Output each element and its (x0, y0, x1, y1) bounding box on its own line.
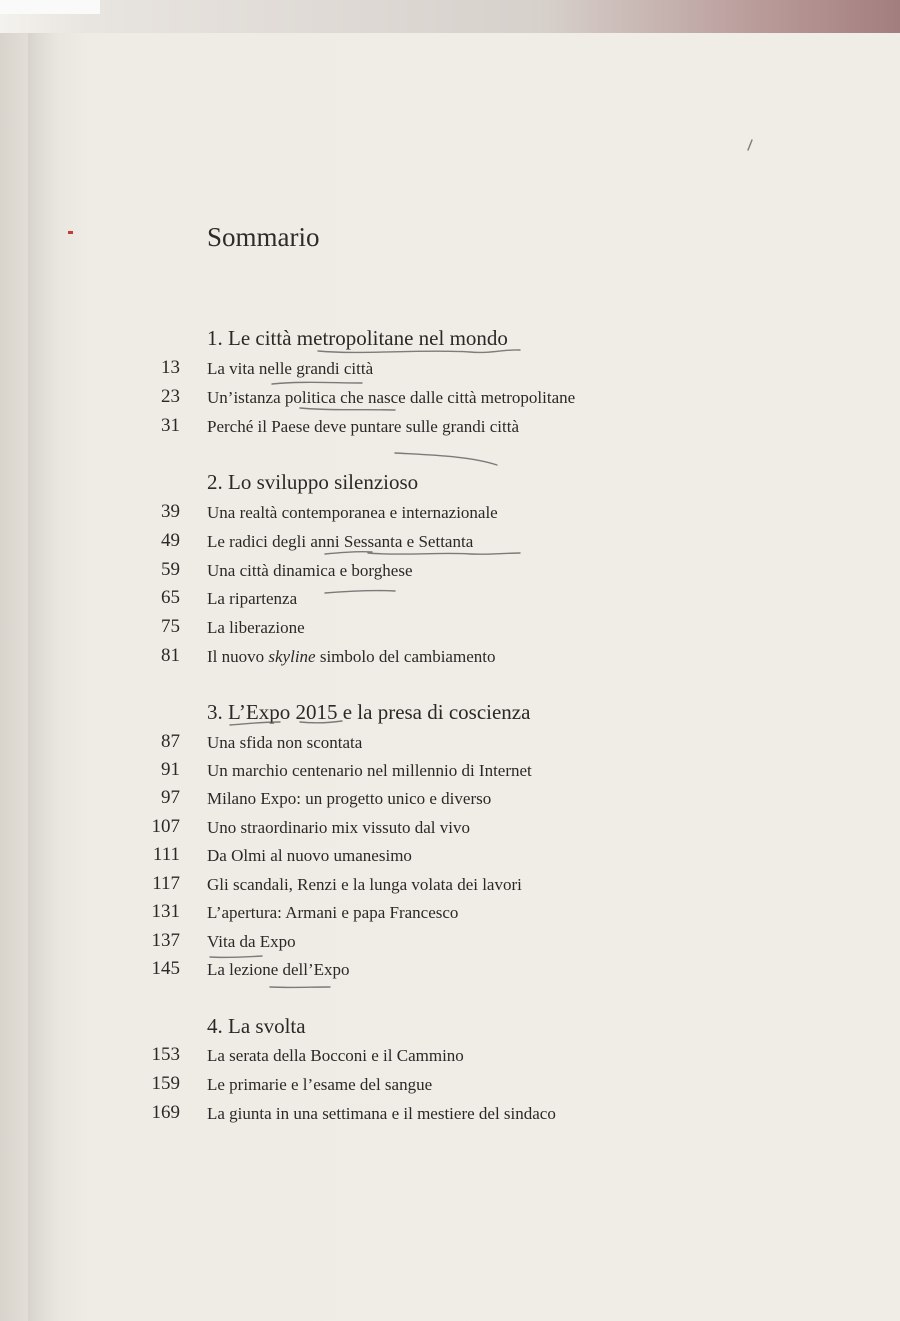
toc-entry[interactable] (140, 532, 740, 556)
scan-top-edge-light (0, 0, 100, 14)
toc-entry[interactable] (140, 733, 740, 757)
entry-title: Una città dinamica e borghese (207, 561, 413, 580)
toc-entry[interactable] (140, 903, 740, 927)
toc-entry[interactable] (140, 388, 740, 412)
entry-title: Le radici degli anni Sessanta e Settanta (207, 532, 474, 551)
page-number: 97 (161, 787, 180, 808)
entry-title: Una sfida non scontata (207, 733, 363, 752)
entry-title: La lezione dell’Expo (207, 960, 350, 979)
page-number: 13 (161, 357, 180, 378)
chapter-heading-3: 3. L’Expo 2015 e la presa di coscienza (207, 700, 531, 724)
page-number: 75 (161, 616, 180, 637)
page-number: 65 (161, 587, 180, 608)
toc-entry[interactable] (140, 932, 740, 956)
red-ink-mark (68, 231, 73, 234)
page-number: 87 (161, 731, 180, 752)
entry-title: Una realtà contemporanea e internazionale (207, 503, 498, 522)
page-number: 153 (151, 1044, 180, 1065)
entry-title: La ripartenza (207, 589, 298, 608)
entry-title: Le primarie e l’esame del sangue (207, 1075, 433, 1094)
entry-title-post: simbolo del cambiamento (315, 647, 496, 666)
toc-entry[interactable] (140, 875, 740, 899)
toc-entry[interactable] (140, 960, 740, 984)
page-number: 137 (151, 930, 180, 951)
page-number: 59 (161, 559, 180, 580)
entry-title: La liberazione (207, 618, 305, 637)
page-number: 23 (161, 386, 180, 407)
toc-entry[interactable] (140, 1075, 740, 1099)
page-number: 49 (161, 530, 180, 551)
toc-entry[interactable] (140, 1104, 740, 1128)
page-number: 111 (152, 844, 180, 865)
entry-title: La giunta in una settimana e il mestiere del sindaco (207, 1104, 556, 1123)
toc-entry[interactable] (140, 846, 740, 870)
page-number: 31 (161, 415, 180, 436)
entry-title: L’apertura: Armani e papa Francesco (207, 903, 459, 922)
entry-title: Milano Expo: un progetto unico e diverso (207, 789, 492, 808)
toc-entry[interactable] (140, 589, 740, 613)
entry-title: La vita nelle grandi città (207, 359, 374, 378)
entry-title-pre: Il nuovo (207, 647, 269, 666)
page-number: 91 (161, 759, 180, 780)
chapter-heading-1: 1. Le città metropolitane nel mondo (207, 326, 508, 350)
page-number: 117 (152, 873, 180, 894)
chapter-heading-4: 4. La svolta (207, 1014, 306, 1038)
entry-title: Un marchio centenario nel millennio di Internet (207, 761, 532, 780)
toc-entry[interactable] (140, 647, 740, 671)
spine-shadow (28, 33, 58, 1321)
page-number: 131 (151, 901, 180, 922)
entry-title (207, 647, 495, 667)
page-number: 81 (161, 645, 180, 666)
page-number: 145 (151, 958, 180, 979)
entry-title: Da Olmi al nuovo umanesimo (207, 846, 412, 865)
pencil-underline (210, 956, 262, 957)
toc-entry[interactable] (140, 359, 740, 383)
scan-top-edge (0, 0, 900, 33)
toc-entry[interactable] (140, 761, 740, 785)
entry-title-italic: skyline (268, 647, 316, 666)
toc-title: Sommario (207, 222, 320, 252)
entry-title: Un’istanza politica che nasce dalle città metropolitane (207, 388, 576, 407)
toc-entry[interactable] (140, 789, 740, 813)
entry-title: Perché il Paese deve puntare sulle grandi città (207, 417, 520, 436)
toc-entry[interactable] (140, 417, 740, 441)
toc-entry[interactable] (140, 818, 740, 842)
page-number: 169 (151, 1102, 180, 1123)
entry-title: Uno straordinario mix vissuto dal vivo (207, 818, 471, 837)
toc-entry[interactable] (140, 503, 740, 527)
toc-entry[interactable] (140, 1046, 740, 1070)
entry-title: Gli scandali, Renzi e la lunga volata dei lavori (207, 875, 522, 894)
entry-title: Vita da Expo (207, 932, 296, 951)
entry-title: La serata della Bocconi e il Cammino (207, 1046, 464, 1065)
page-number: 107 (151, 816, 180, 837)
toc-entry[interactable] (140, 561, 740, 585)
chapter-heading-2: 2. Lo sviluppo silenzioso (207, 470, 419, 494)
page-number: 39 (161, 501, 180, 522)
page-number: 159 (151, 1073, 180, 1094)
pencil-underline (395, 453, 497, 465)
pencil-tick (748, 140, 752, 150)
toc-entry[interactable] (140, 618, 740, 642)
